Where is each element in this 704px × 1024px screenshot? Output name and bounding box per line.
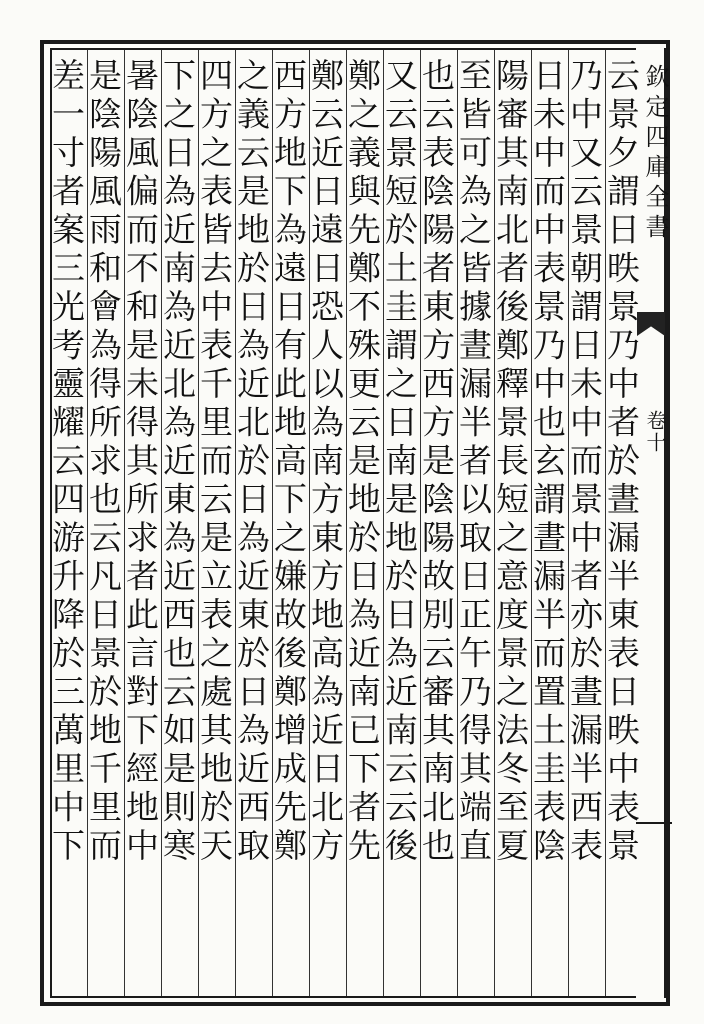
text-column: 又云景短於土圭謂之日南是地於日為近南云云後 bbox=[380, 58, 419, 867]
text-column: 暑陰風偏而不和是未得其所求者此言對下經地中 bbox=[121, 58, 160, 867]
text-column: 至皆可為之皆據晝漏半者以取日正午乃得其端直 bbox=[454, 58, 493, 867]
text-column: 之義云是地於日為近北於日為近東於日為近西取 bbox=[232, 58, 271, 867]
text-column: 四方之表皆去中表千里而云是立表之處其地於天 bbox=[195, 58, 234, 867]
book-title: 欽定四庫全書 bbox=[641, 64, 669, 244]
text-column: 下之日為近南為近北為近東為近西也云如是則寒 bbox=[158, 58, 197, 867]
juan-number: 卷十 bbox=[643, 410, 667, 454]
text-column: 也云表陰陽者東方西方是陰陽故別云審其南北也 bbox=[417, 58, 456, 867]
text-column: 陽審其南北者後鄭釋景長短之意度景之法冬至夏 bbox=[491, 58, 530, 867]
text-column: 差一寸者案三光考靈耀云四游升降於三萬里中下 bbox=[47, 58, 86, 867]
text-column: 乃中又云景朝謂日未中而景中者亦於晝漏半西表 bbox=[565, 58, 604, 867]
text-column: 云景夕謂日昳景乃中者於晝漏半東表日昳中表景 bbox=[602, 58, 641, 867]
text-column: 西方地下為遠日有此地高下之嫌故後鄭增成先鄭 bbox=[269, 58, 308, 867]
text-column: 鄭云近日遠日恐人以為南方東方地高為近日北方 bbox=[306, 58, 345, 867]
text-column: 是陰陽風雨和會為得所求也云凡日景於地千里而 bbox=[84, 58, 123, 867]
text-column: 日未中而中表景乃中也玄謂晝漏半而置土圭表陰 bbox=[528, 58, 567, 867]
text-column: 鄭之義與先鄭不殊更云是地於日為近南已下者先 bbox=[343, 58, 382, 867]
